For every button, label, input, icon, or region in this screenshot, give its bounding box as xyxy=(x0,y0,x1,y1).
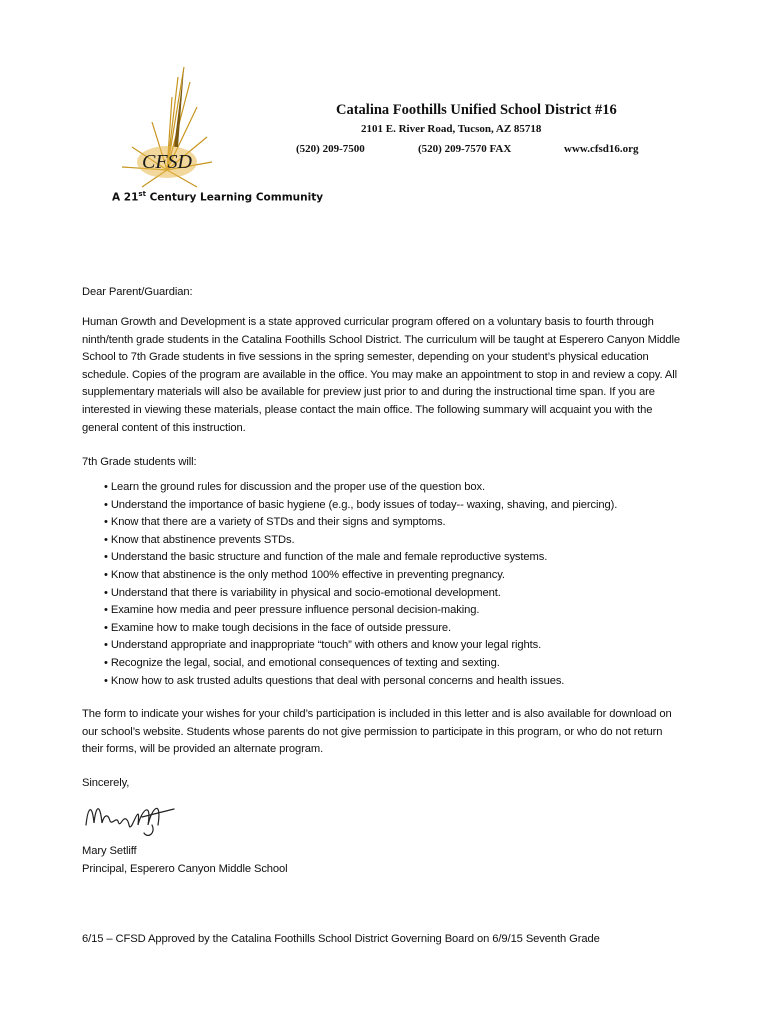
list-item: • Know that there are a variety of STDs and their signs and symptoms. xyxy=(104,514,704,532)
tagline: A 21st Century Learning Community xyxy=(112,190,324,204)
signer-title: Principal, Esperero Canyon Middle School xyxy=(82,863,288,875)
list-item: • Understand the importance of basic hygiene (e.g., body issues of today-- waxing, shaving, and piercing). xyxy=(104,497,704,515)
list-intro: 7th Grade students will: xyxy=(82,456,197,468)
district-name: Catalina Foothills Unified School District #16 xyxy=(336,102,617,118)
participation-paragraph: The form to indicate your wishes for your child’s participation is included in this letter and is also available for download on our school’s website. Students whose parents do not give permission to participate in this program, or who do not return their forms, will be provided an alternate program. xyxy=(82,708,672,756)
fax-number: (520) 209-7570 FAX xyxy=(418,143,512,155)
phone-number: (520) 209-7500 xyxy=(296,143,365,155)
intro-paragraph: Human Growth and Development is a state approved curricular program offered on a voluntary basis to fourth through ninth/tenth grade students in the Catalina Foothills School District. The curriculum will be taught at Esperero Canyon Middle School to 7th Grade students in five sessions in the spring semester, depending on your student’s physical education schedule. Copies of the program are available in the office. You may make an appointment to stop in and review a copy. All supplementary materials will also be available for preview just prior to and during the instructional time span. If you are interested in viewing these materials, please contact the main office. The following summary will acquaint you with the general content of this instruction. xyxy=(82,316,680,434)
list-item: • Examine how media and peer pressure influence personal decision-making. xyxy=(104,602,704,620)
closing: Sincerely, xyxy=(82,777,130,789)
list-item: • Know that abstinence is the only method 100% effective in preventing pregnancy. xyxy=(104,567,704,585)
signer-name: Mary Setliff xyxy=(82,845,137,857)
footer-note: 6/15 – CFSD Approved by the Catalina Foothills School District Governing Board on 6/9/15 Seventh Grade xyxy=(82,933,600,945)
website-link[interactable]: www.cfsd16.org xyxy=(564,143,639,155)
list-item: • Examine how to make tough decisions in the face of outside pressure. xyxy=(104,620,704,638)
list-item: • Know that abstinence prevents STDs. xyxy=(104,532,704,550)
cfsd-logo xyxy=(112,62,222,202)
list-item: • Recognize the legal, social, and emotional consequences of texting and sexting. xyxy=(104,655,704,673)
signature-icon xyxy=(82,795,182,839)
district-address: 2101 E. River Road, Tucson, AZ 85718 xyxy=(361,123,542,135)
list-item: • Know how to ask trusted adults questions that deal with personal concerns and health issues. xyxy=(104,673,704,691)
list-item: • Understand appropriate and inappropriate “touch” with others and know your legal rights. xyxy=(104,637,704,655)
logo-text: CFSD xyxy=(142,151,192,173)
objectives-list xyxy=(104,479,704,690)
list-item: • Learn the ground rules for discussion and the proper use of the question box. xyxy=(104,479,704,497)
greeting: Dear Parent/Guardian: xyxy=(82,286,193,298)
list-item: • Understand that there is variability in physical and socio-emotional development. xyxy=(104,585,704,603)
list-item: • Understand the basic structure and function of the male and female reproductive systems. xyxy=(104,549,704,567)
